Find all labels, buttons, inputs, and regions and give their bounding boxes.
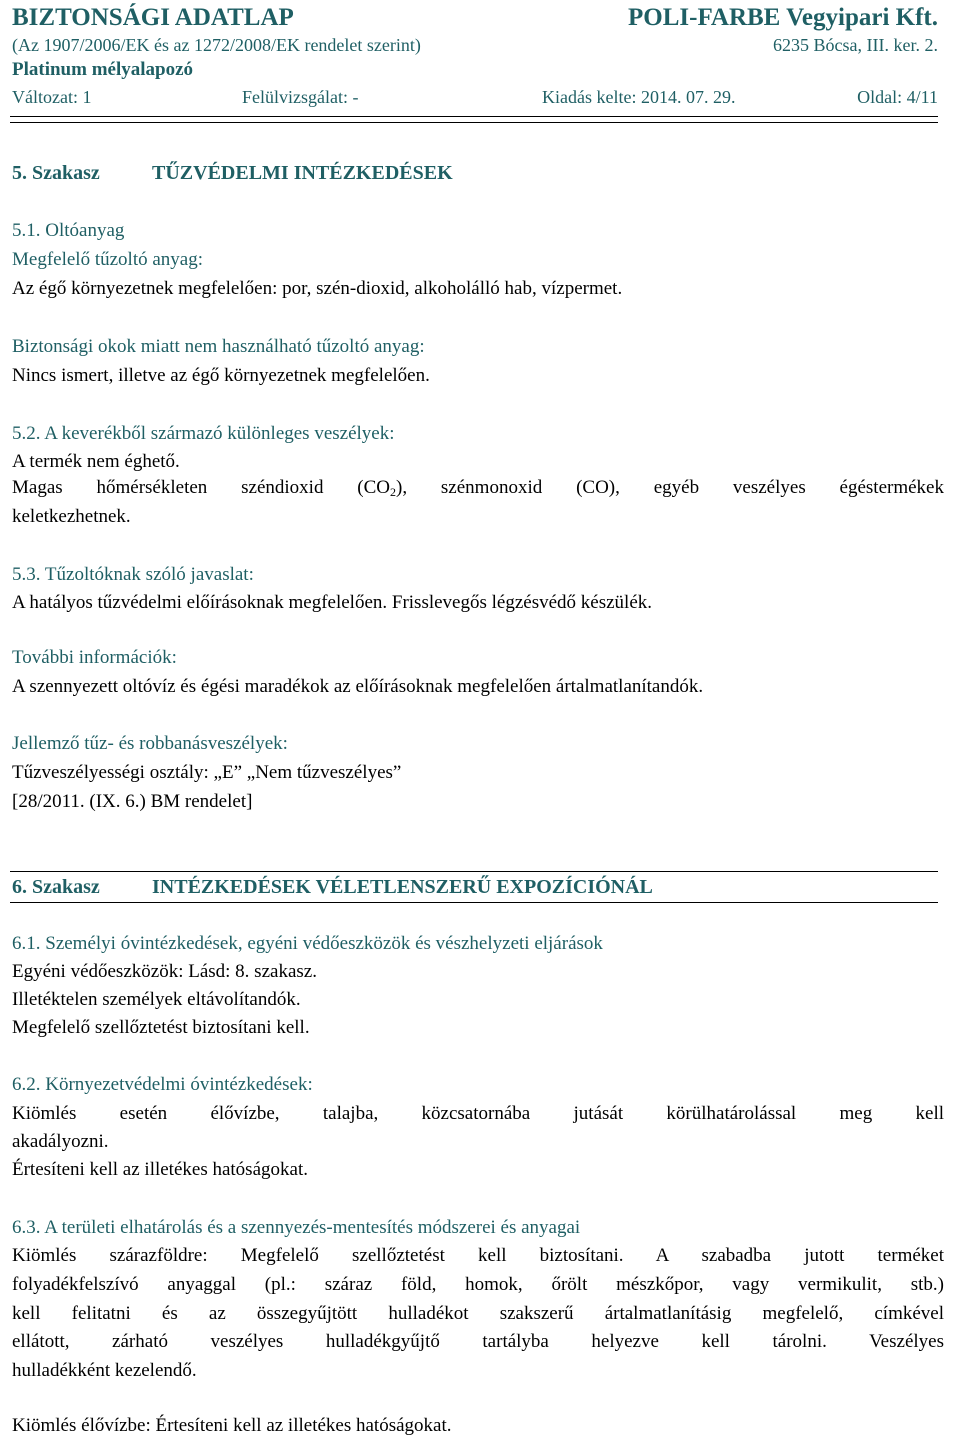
s52-line2-part-b: ), szénmonoxid (CO), egyéb veszélyes égéstermékek [396, 477, 944, 498]
s63-line1: Kiömlés szárazföldre: Megfelelő szellőztetést kell biztosítani. A szabadba jutott terméket [12, 1245, 944, 1266]
s62-heading: 6.2. Környezetvédelmi óvintézkedések: [12, 1074, 313, 1095]
product-name: Platinum mélyalapozó [12, 59, 194, 80]
section6-number: 6. Szakasz [12, 876, 100, 898]
s61-heading: 6.1. Személyi óvintézkedések, egyéni védőeszközök és vészhelyzeti eljárások [12, 933, 603, 954]
company-address: 6235 Bócsa, III. ker. 2. [773, 35, 938, 55]
s53-text: A hatályos tűzvédelmi előírásoknak megfelelően. Frisslevegős légzésvédő készülék. [12, 592, 653, 613]
s63-line5: hulladékként kezelendő. [12, 1360, 197, 1381]
s51-heading: 5.1. Oltóanyag [12, 220, 125, 241]
company-name: POLI-FARBE Vegyipari Kft. [628, 4, 938, 31]
s61-line3: Megfelelő szellőztetést biztosítani kell. [12, 1017, 310, 1038]
s61-line1: Egyéni védőeszközök: Lásd: 8. szakasz. [12, 961, 317, 982]
s63-water-spill: Kiömlés élővízbe: Értesíteni kell az illetékes hatóságokat. [12, 1415, 452, 1436]
s51-suitable-label: Megfelelő tűzoltó anyag: [12, 249, 203, 270]
section5-title: TŰZVÉDELMI INTÉZKEDÉSEK [152, 162, 453, 184]
s52-line2-part-a: Magas hőmérsékleten széndioxid (CO [12, 477, 390, 498]
page-number: Oldal: 4/11 [857, 87, 938, 107]
s53-heading: 5.3. Tűzoltóknak szóló javaslat: [12, 564, 254, 585]
hazard-regulation: [28/2011. (IX. 6.) BM rendelet] [12, 791, 253, 812]
s62-line2: akadályozni. [12, 1131, 109, 1152]
version: Változat: 1 [12, 87, 92, 107]
header-sub-row [12, 34, 938, 56]
s63-heading: 6.3. A területi elhatárolás és a szennyezés-mentesítés módszerei és anyagai [12, 1217, 581, 1238]
doc-title: BIZTONSÁGI ADATLAP [12, 4, 294, 31]
s52-line3: keletkezhetnek. [12, 506, 131, 527]
s63-line4: ellátott, zárható veszélyes hulladékgyűjtő tartályba helyezve kell tárolni. Veszélyes [12, 1331, 944, 1352]
s52-line1: A termék nem éghető. [12, 451, 180, 472]
revision: Felülvizsgálat: - [242, 87, 359, 107]
s51-suitable-text: Az égő környezetnek megfelelően: por, szén-dioxid, alkoholálló hab, vízpermet. [12, 278, 623, 299]
s62-line3: Értesíteni kell az illetékes hatóságokat. [12, 1159, 308, 1180]
s63-line3: kell felitatni és az összegyűjtött hulladékot szakszerű ártalmatlanításig megfelelő, címkével [12, 1303, 944, 1324]
section5-number: 5. Szakasz [12, 162, 100, 184]
s63-line2: folyadékfelszívó anyaggal (pl.: száraz föld, homok, őrölt mészkőpor, vagy vermikulit, stb.) [12, 1274, 944, 1295]
issue-date: Kiadás kelte: 2014. 07. 29. [542, 87, 736, 107]
s62-line1: Kiömlés esetén élővízbe, talajba, közcsatornába jutását körülhatárolással meg kell [12, 1103, 944, 1124]
further-info-text: A szennyezett oltóvíz és égési maradékok az előírásoknak megfelelően ártalmatlanítandók. [12, 676, 704, 697]
regulation-note: (Az 1907/2006/EK és az 1272/2008/EK rendelet szerint) [12, 35, 421, 55]
section6-title: INTÉZKEDÉSEK VÉLETLENSZERŰ EXPOZÍCIÓNÁL [152, 876, 653, 898]
header-divider [10, 116, 938, 123]
co2-subscript: 2 [390, 485, 396, 499]
further-info-label: További információk: [12, 647, 177, 668]
hazard-class: Tűzveszélyességi osztály: „E” „Nem tűzveszélyes” [12, 762, 402, 783]
s52-heading: 5.2. A keverékből származó különleges veszélyek: [12, 423, 395, 444]
header-title-row [12, 4, 938, 32]
s52-line2 [12, 476, 944, 500]
s51-unsuitable-label: Biztonsági okok miatt nem használható tűzoltó anyag: [12, 336, 425, 357]
s61-line2: Illetéktelen személyek eltávolítandók. [12, 989, 301, 1010]
hazard-label: Jellemző tűz- és robbanásveszélyek: [12, 733, 288, 754]
s51-unsuitable-text: Nincs ismert, illetve az égő környezetnek megfelelően. [12, 365, 430, 386]
